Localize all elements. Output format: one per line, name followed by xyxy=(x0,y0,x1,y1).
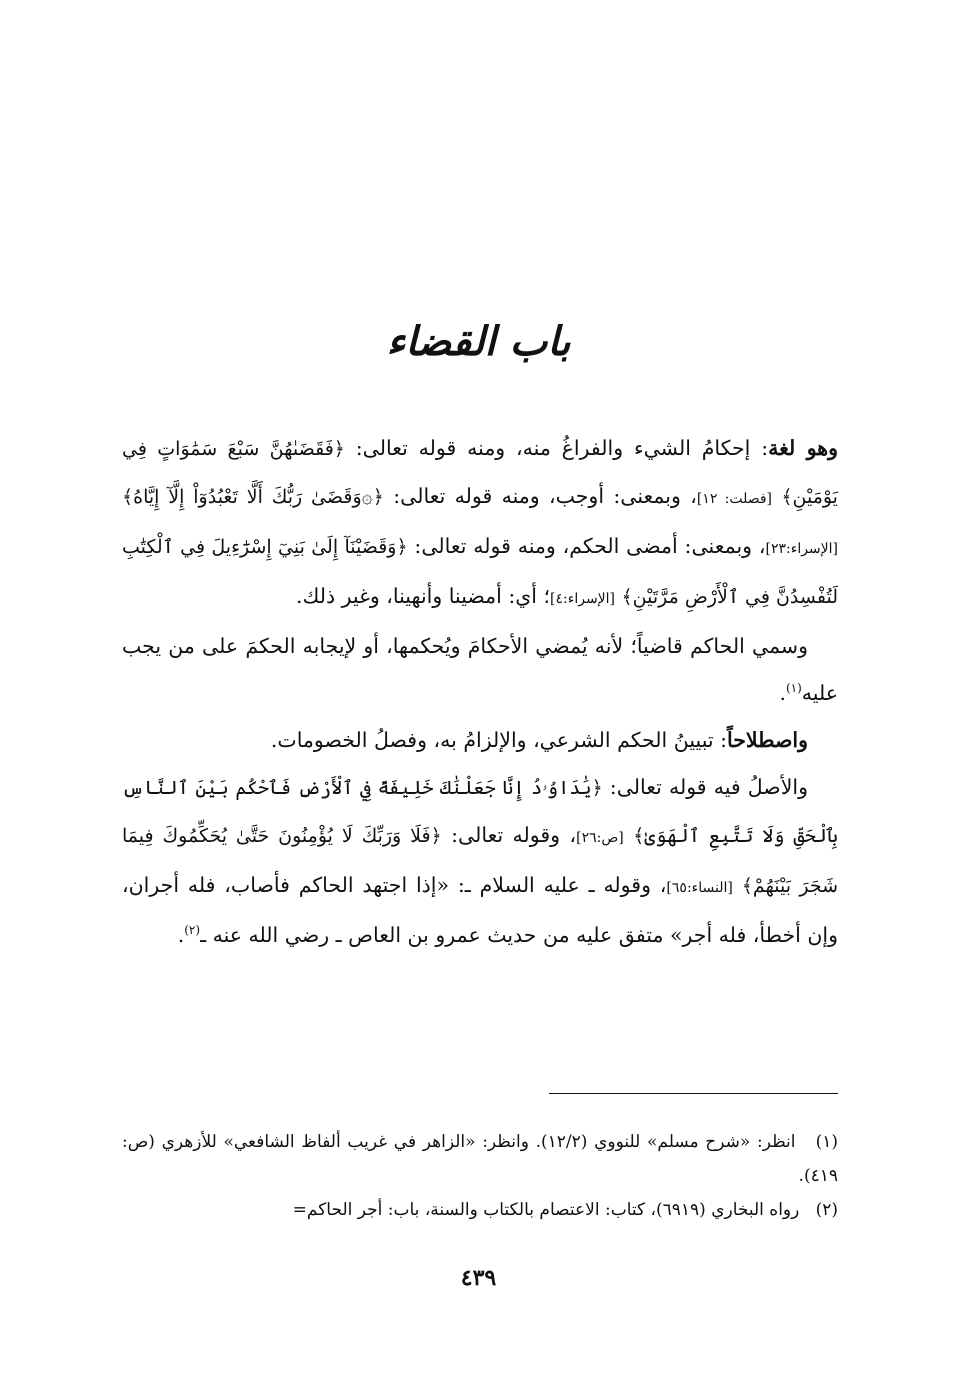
term-linguistic: وهو لغة xyxy=(768,436,838,460)
footnote-text: انظر: «شرح مسلم» للنووي (١٢/٢). وانظر: «الزاهر في غريب ألفاظ الشافعي» للأزهري (ص: ٤١٩). xyxy=(122,1132,838,1186)
footnote-item xyxy=(122,1193,838,1227)
footnote-divider xyxy=(549,1093,838,1094)
text-segment: . xyxy=(177,923,185,947)
text-segment: ؛ أي: أمضينا وأنهينا، وغير ذلك. xyxy=(295,584,551,608)
footnotes xyxy=(122,1125,838,1227)
quran-verse: ﴿۞وَقَضَىٰ رَبُّكَ أَلَّا تَعْبُدُوٓاْ إِلَّآ إِيَّاهُ﴾ xyxy=(122,486,384,508)
text-segment: : تبيينُ الحكم الشرعي، والإلزامُ به، وفصلُ الخصومات. xyxy=(270,728,728,752)
text-segment: ، وقوله تعالى: xyxy=(441,823,577,847)
page-number: ٤٣٩ xyxy=(460,1265,497,1291)
text-segment: وسمي الحاكم قاضياً؛ لأنه يُمضي الأحكامَ ويُحكمها، أو لإيجابه الحكمَ على من يجب عليه xyxy=(122,634,838,705)
text-segment: : إحكامُ الشيء والفراغُ منه، ومنه قوله تعالى: xyxy=(344,436,769,460)
footnote-ref[interactable]: (١) xyxy=(785,681,802,696)
text-segment: ، وبمعنى: أمضى الحكم، ومنه قوله تعالى: xyxy=(407,534,766,558)
text-segment: ، وقوله ـ عليه السلام ـ: «إذا اجتهد الحاكم فأصاب، فله أجران، وإن أخطأ، فله أجر» متفق عليه من حديث عمرو بن العاص ـ رضي الله عنه ـ xyxy=(122,873,838,947)
paragraph-technical-definition xyxy=(122,717,838,764)
text-segment: ، وبمعنى: أوجب، ومنه قوله تعالى: xyxy=(383,484,697,508)
verse-citation: [الإسراء:٤] xyxy=(550,591,616,607)
verse-citation: [ص:٢٦] xyxy=(576,830,624,846)
main-text xyxy=(122,425,838,959)
footnote-text: رواه البخاري (٦٩١٩)، كتاب: الاعتصام بالكتاب والسنة، باب: أجر الحاكم= xyxy=(292,1200,800,1220)
footnote-number: (٢) xyxy=(815,1200,838,1220)
quran-verse: ﴿فَقَضَىٰهُنَّ سَبْعَ سَمَٰوَاتٍ فِي يَوْمَيْنِ﴾ xyxy=(122,438,838,508)
footnote-number: (١) xyxy=(815,1132,838,1152)
verse-citation: [النساء:٦٥] xyxy=(666,880,733,896)
quran-verse: ﴿وَقَضَيْنَآ إِلَىٰ بَنِيٓ إِسْرَٰٓءِيلَ فِي ٱلْكِتَٰبِ لَتُفْسِدُنَّ فِي ٱلْأَرْضِ مَرَّتَيْنِ﴾ xyxy=(122,536,838,608)
text-segment: . xyxy=(779,681,786,705)
quran-verse: ﴿يَٰدَاوُۥدُ إِنَّا جَعَلْنَٰكَ خَلِيفَةً فِي ٱلْأَرْضِ فَٱحْكُم بَيْنَ ٱلنَّاسِ بِٱلْحَقِّ وَلَا تَتَّبِعِ ٱلْهَوَىٰ﴾ xyxy=(122,777,838,847)
quran-verse: ﴿فَلَا وَرَبِّكَ لَا يُؤْمِنُونَ حَتَّىٰ يُحَكِّمُوكَ فِيمَا شَجَرَ بَيْنَهُمْ﴾ xyxy=(122,825,838,897)
paragraph-naming xyxy=(122,623,838,717)
paragraph-evidence xyxy=(122,764,838,959)
text-segment: والأصلُ فيه قوله تعالى: xyxy=(602,775,808,799)
paragraph-linguistic-definition xyxy=(122,425,838,623)
footnote-ref[interactable]: (٢) xyxy=(184,923,201,938)
verse-citation: [الإسراء:٢٣] xyxy=(765,541,838,557)
chapter-title: باب القضاء xyxy=(386,318,571,365)
verse-citation: [فصلت: ١٢] xyxy=(696,491,773,507)
term-technical: واصطلاحاً xyxy=(727,728,808,752)
footnote-item xyxy=(122,1125,838,1193)
